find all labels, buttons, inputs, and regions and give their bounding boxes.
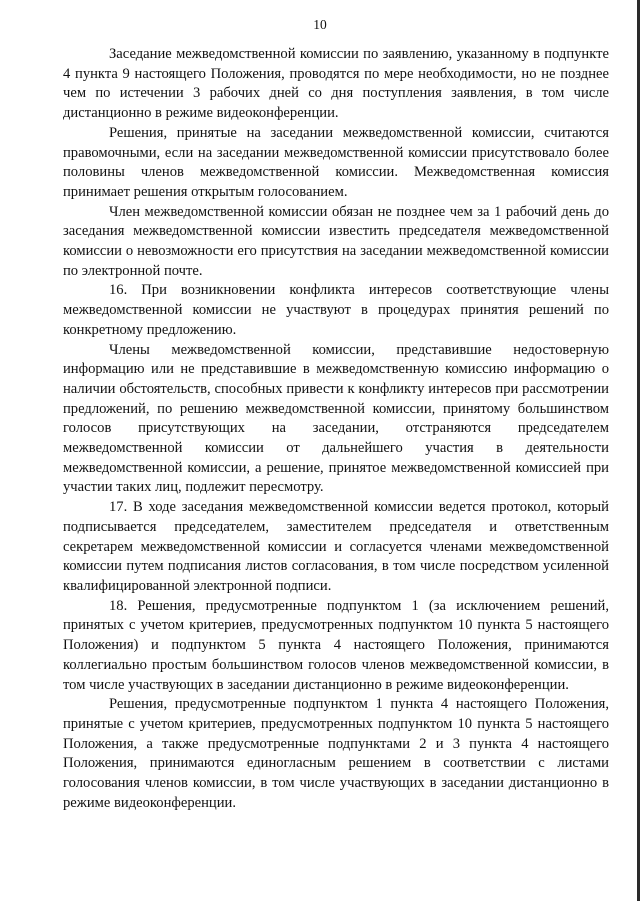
paragraph-absence-notice: Член межведомственной комиссии обязан не позднее чем за 1 рабочий день до заседания межведомственной комиссии известить председателя межведомственной комиссии о невозможности его присутствия на заседании межведомственной комиссии по электронной почте. [63, 203, 609, 279]
paragraph-17-protocol: 17. В ходе заседания межведомственной комиссии ведется протокол, который подписывается председателем, заместителем председателя и ответственным секретарем межведомственной комиссии и согласуется членами межведомственной комиссии путем подписания листов согласования, в том числе посредством усиленной квалифицированной электронной подписи. [63, 499, 609, 594]
paragraph-unanimous-decisions: Решения, предусмотренные подпунктом 1 пункта 4 настоящего Положения, принятые с учетом критериев, предусмотренных подпунктом 10 пункта 5 настоящего Положения, а также предусмотренные подпунктами 2 и 3 пункта 4 настоящего Положения, принимаются единогласным решением в соответствии с листами голосования членов комиссии, в том числе участвующих в заседании дистанционно в режиме видеоконференции. [63, 696, 609, 811]
paragraph-quorum: Решения, принятые на заседании межведомственной комиссии, считаются правомочными, если на заседании межведомственной комиссии присутствовало более половины членов межведомственной комиссии. Межведомственная комиссия принимает решения открытым голосованием. [63, 124, 609, 200]
document-body [63, 45, 609, 813]
paragraph-removal-of-members: Члены межведомственной комиссии, представившие недостоверную информацию или не представившие в межведомственную комиссию информацию о наличии обстоятельств, способных привести к конфликту интересов при рассмотрении предложений, по решению межведомственной комиссии, принятому большинством голосов присутствующих на заседании, отстраняются председателем межведомственной комиссии от дальнейшего участия в деятельности межведомственной комиссии, а решение, принятое межведомственной комиссией при участии таких лиц, подлежит пересмотру. [63, 341, 609, 496]
page-number: 10 [313, 17, 327, 32]
paragraph-meeting-on-application: Заседание межведомственной комиссии по заявлению, указанному в подпункте 4 пункта 9 настоящего Положения, проводятся по мере необходимости, но не позднее чем по истечении 3 рабочих дней со дня поступления заявления, в том числе дистанционно в режиме видеоконференции. [63, 46, 609, 122]
paragraph-18-majority-decisions: 18. Решения, предусмотренные подпунктом 1 (за исключением решений, принятых с учетом критериев, предусмотренных подпунктом 10 пункта 5 настоящего Положения) и подпунктом 5 пункта 4 настоящего Положения, принимаются коллегиально простым большинством голосов членов межведомственной комиссии, в том числе участвующих в заседании дистанционно в режиме видеоконференции. [63, 597, 609, 693]
paragraph-16-conflict-of-interest: 16. При возникновении конфликта интересов соответствующие члены межведомственной комиссии не участвуют в процедурах принятия решений по конкретному предложению. [63, 282, 609, 338]
